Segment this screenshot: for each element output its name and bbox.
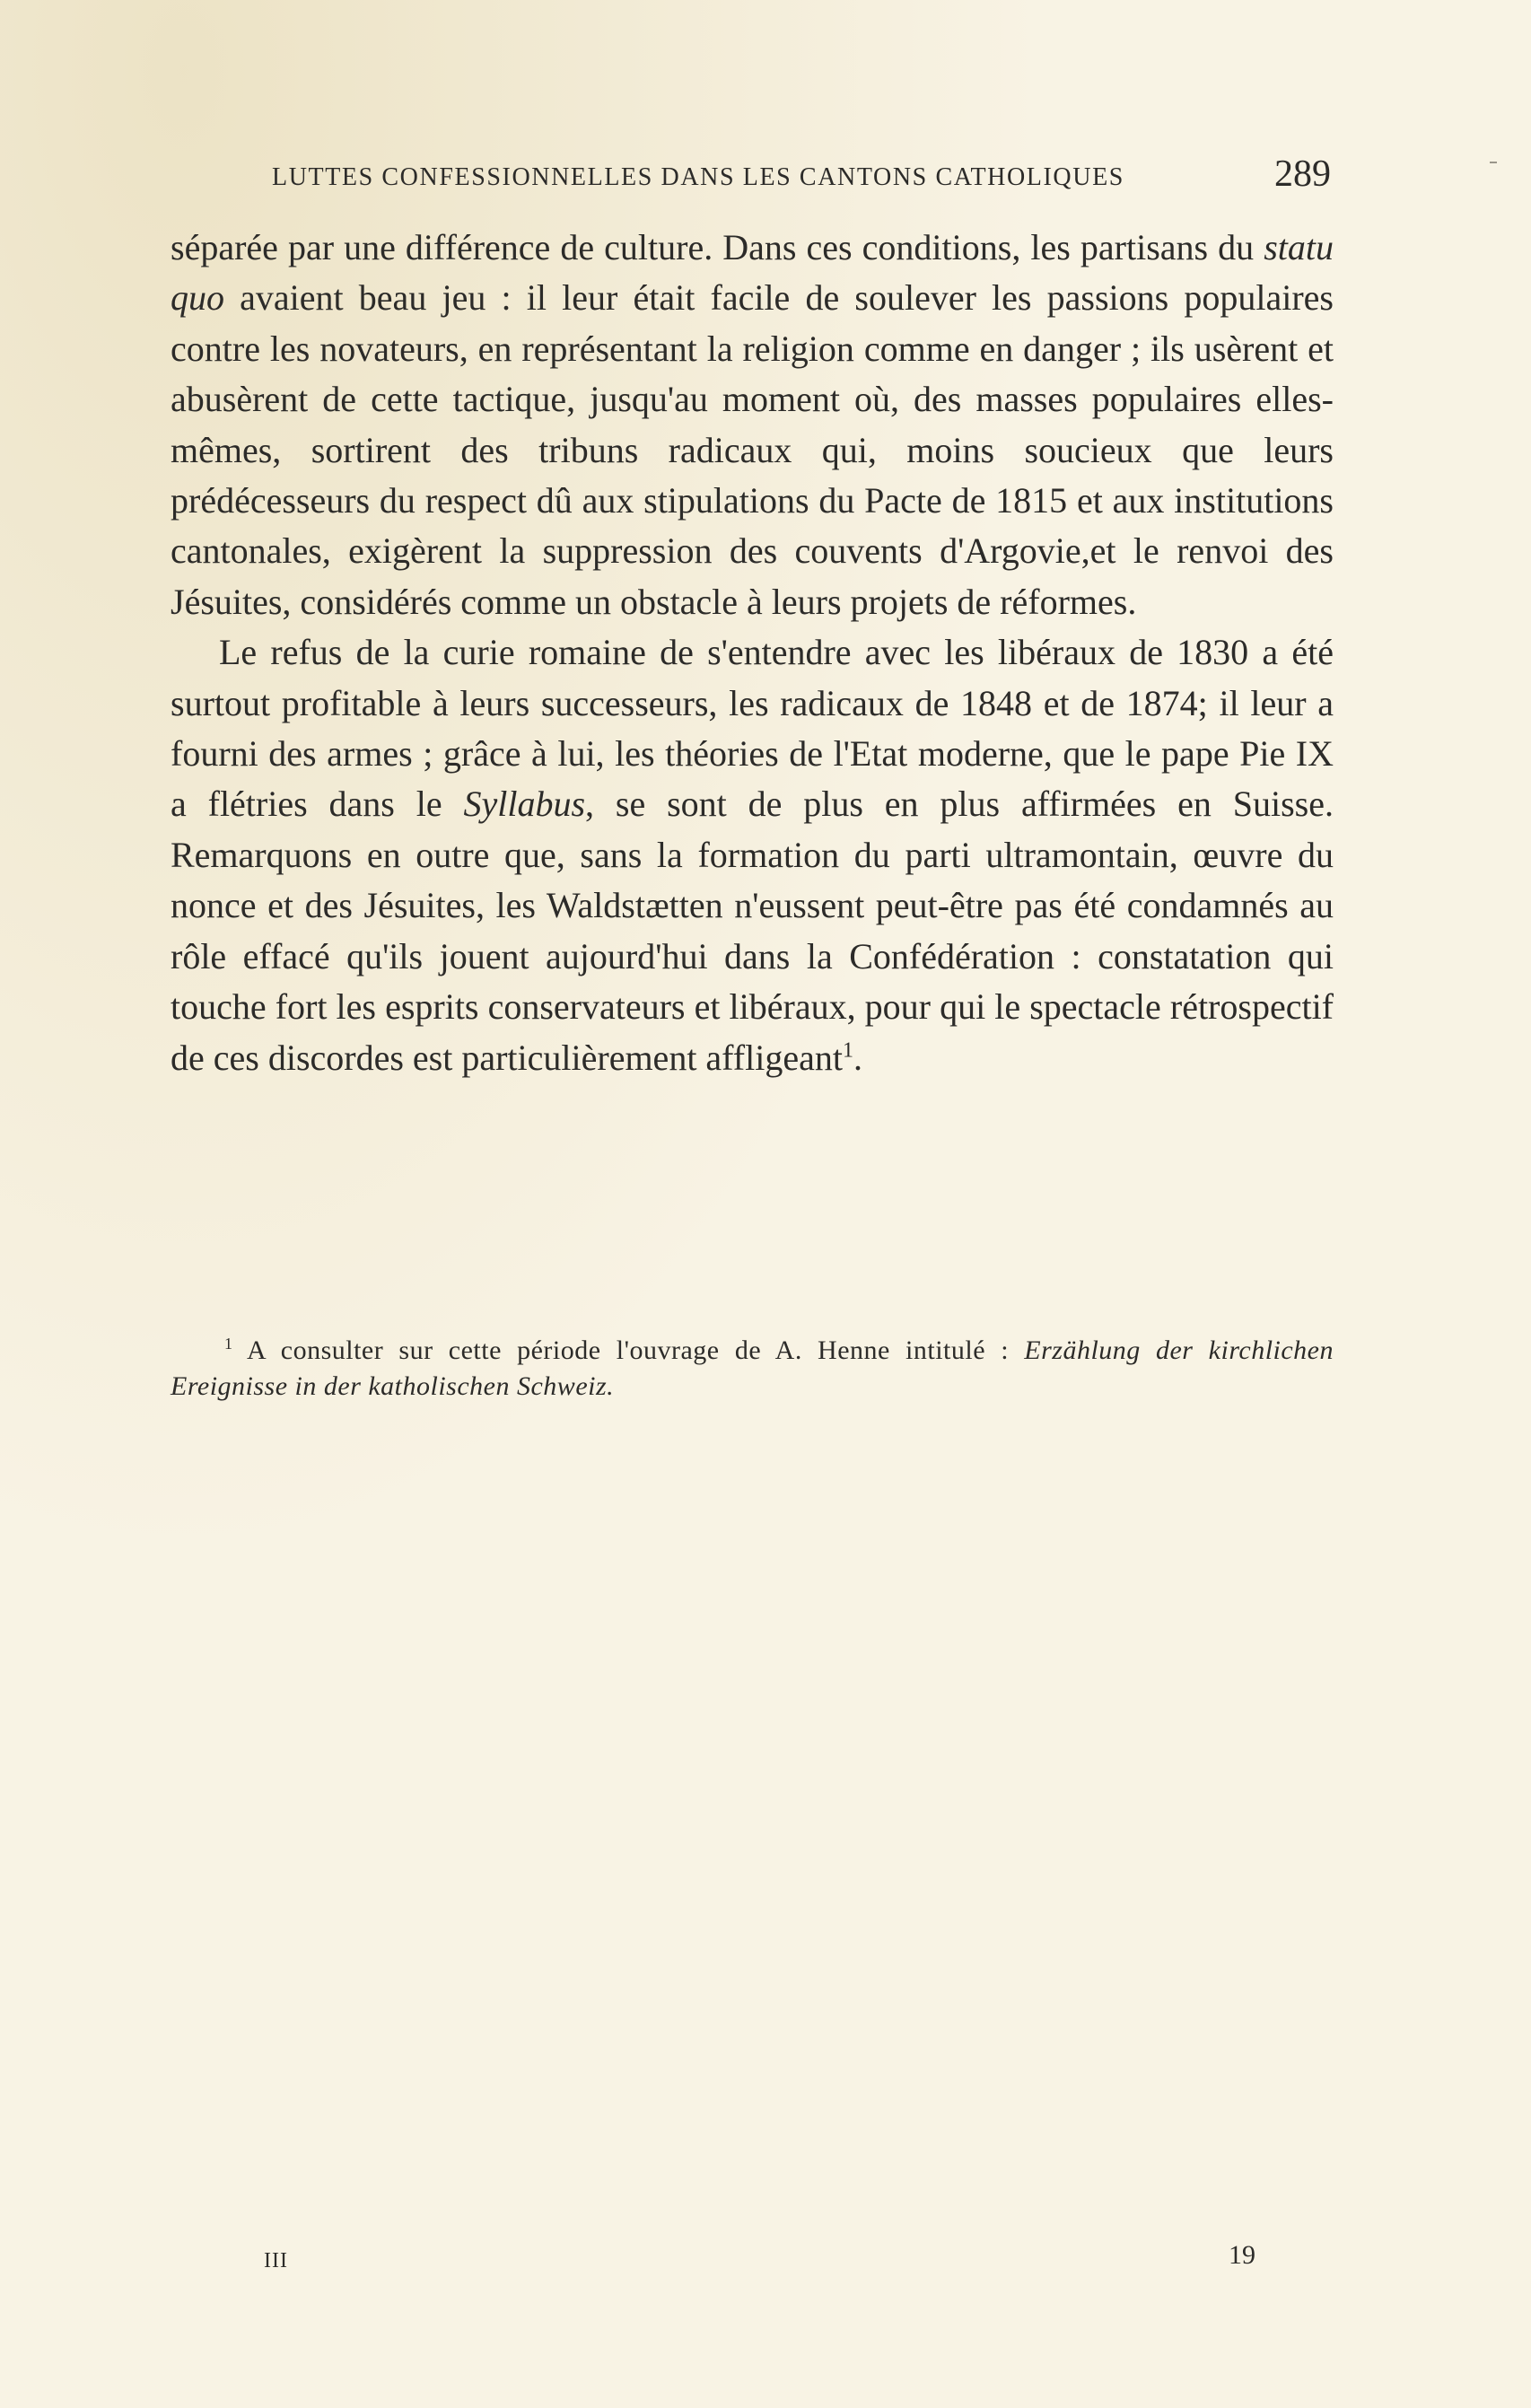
signature-mark: III xyxy=(264,2249,288,2272)
footnote-italic-title: Erzählung der kirchlichen Ereignisse in der katholischen Schweiz. xyxy=(171,1335,1334,1401)
italic-phrase-statu-quo: statu quo xyxy=(171,227,1334,319)
footnote-marker: 1 xyxy=(224,1335,233,1353)
page-number: 289 xyxy=(1274,153,1331,195)
paragraph-2: Le refus de la curie romaine de s'entendre avec les libéraux de 1830 a été surtout profitable à leurs successeurs, les radicaux de 1848 et de 1874; il leur a fourni des armes ; grâce à lui, les théories de l'Etat moderne, que le pape Pie IX a flétries dans le Syllabus, se sont de plus en plus affirmées en Suisse. Remarquons en outre que, sans la formation du parti ultramontain, œuvre du nonce et des Jésuites, les Waldstætten n'eussent peut-être pas été condamnés au rôle effacé qu'ils jouent aujourd'hui dans la Confédération : constatation qui touche fort les esprits conservateurs et libéraux, pour qui le spectacle rétrospectif de ces discordes est particulièrement affligeant$^1$. xyxy=(171,632,1334,1078)
footnote-reference[interactable]: 1 xyxy=(842,1038,853,1063)
italic-word-syllabus: Syllabus xyxy=(463,784,586,825)
footnote xyxy=(171,1333,1334,1405)
body-text xyxy=(171,223,1334,1083)
running-head-title: LUTTES CONFESSIONNELLES DANS LES CANTONS CATHOLIQUES xyxy=(272,163,1124,191)
footnote-text: $^1$ A consulter sur cette période l'ouvrage de A. Henne intitulé : Erzählung der kirchlichen Ereignisse in der katholischen Schweiz. xyxy=(171,1335,1334,1401)
folio-number: 19 xyxy=(1229,2240,1255,2270)
margin-mark xyxy=(1490,162,1497,163)
paragraph-1: séparée par une différence de culture. Dans ces conditions, les partisans du statu quo avaient beau jeu : il leur était facile de soulever les passions populaires contre les novateurs, en représentant la religion comme en danger ; ils usèrent et abusèrent de cette tactique, jusqu'au moment où, des masses populaires elles-mêmes, sortirent des tribuns radicaux qui, moins soucieux que leurs prédécesseurs du respect dû aux stipulations du Pacte de 1815 et aux institutions cantonales, exigèrent la suppression des couvents d'Argovie,et le renvoi des Jésuites, considérés comme un obstacle à leurs projets de réformes. xyxy=(171,227,1334,622)
running-head xyxy=(272,153,1331,197)
